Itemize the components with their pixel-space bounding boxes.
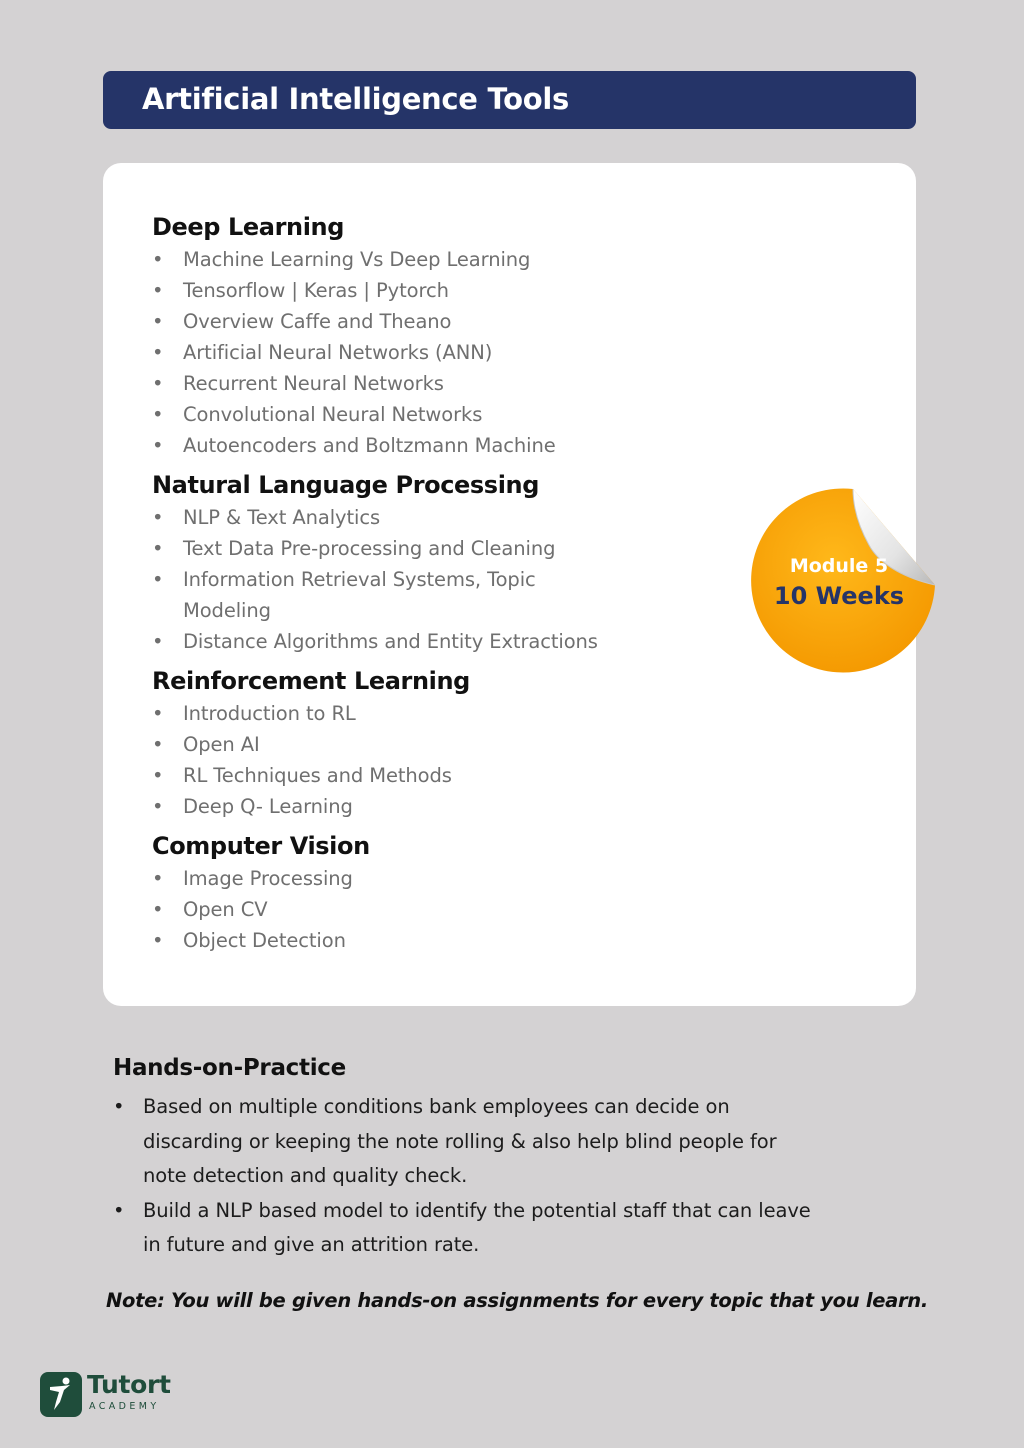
list-item: • Based on multiple conditions bank employees can decide on discarding or keeping the note rolling & also help blind people for note detection and quality check. xyxy=(113,1095,777,1187)
list-item: • Tensorflow | Keras | Pytorch xyxy=(152,279,449,302)
list-item: • Open CV xyxy=(152,898,268,921)
section-title-reinforcement-learning: Reinforcement Learning xyxy=(152,667,470,695)
module-badge xyxy=(749,487,937,675)
list-item: • Object Detection xyxy=(152,929,346,952)
logo-mark-icon xyxy=(40,1372,82,1417)
list-item: • NLP & Text Analytics xyxy=(152,506,380,529)
list-item: • Information Retrieval Systems, Topic Modeling xyxy=(152,568,536,622)
list-item: • Autoencoders and Boltzmann Machine xyxy=(152,434,556,457)
list-item: • Distance Algorithms and Entity Extractions xyxy=(152,630,598,653)
nlp-list xyxy=(152,502,622,657)
list-item: • RL Techniques and Methods xyxy=(152,764,452,787)
page-title: Artificial Intelligence Tools xyxy=(142,82,569,116)
section-title-computer-vision: Computer Vision xyxy=(152,832,370,860)
list-item: • Artificial Neural Networks (ANN) xyxy=(152,341,493,364)
badge-module: Module 5 xyxy=(789,555,889,577)
deep-learning-list xyxy=(152,244,556,461)
practice-list xyxy=(113,1090,813,1263)
list-item: • Machine Learning Vs Deep Learning xyxy=(152,248,531,271)
note-text: Note: You will be given hands-on assignments for every topic that you learn. xyxy=(106,1289,928,1312)
reinforcement-learning-list xyxy=(152,698,452,822)
badge-duration: 10 Weeks xyxy=(773,582,905,610)
badge-sticker-icon xyxy=(749,487,937,675)
practice-title: Hands-on-Practice xyxy=(113,1055,346,1081)
list-item: • Introduction to RL xyxy=(152,702,356,725)
list-item: • Image Processing xyxy=(152,867,353,890)
list-item: • Convolutional Neural Networks xyxy=(152,403,483,426)
logo-subtitle: ACADEMY xyxy=(89,1401,160,1412)
logo-name: Tutort xyxy=(87,1370,171,1399)
header-bar xyxy=(103,71,916,129)
computer-vision-list xyxy=(152,863,353,956)
section-title-deep-learning: Deep Learning xyxy=(152,213,344,241)
list-item: • Open AI xyxy=(152,733,260,756)
list-item: • Text Data Pre-processing and Cleaning xyxy=(152,537,556,560)
list-item: • Deep Q- Learning xyxy=(152,795,353,818)
list-item: • Build a NLP based model to identify the potential staff that can leave in future and give an attrition rate. xyxy=(113,1198,811,1256)
list-item: • Recurrent Neural Networks xyxy=(152,372,444,395)
list-item: • Overview Caffe and Theano xyxy=(152,310,452,333)
section-title-nlp: Natural Language Processing xyxy=(152,471,539,499)
